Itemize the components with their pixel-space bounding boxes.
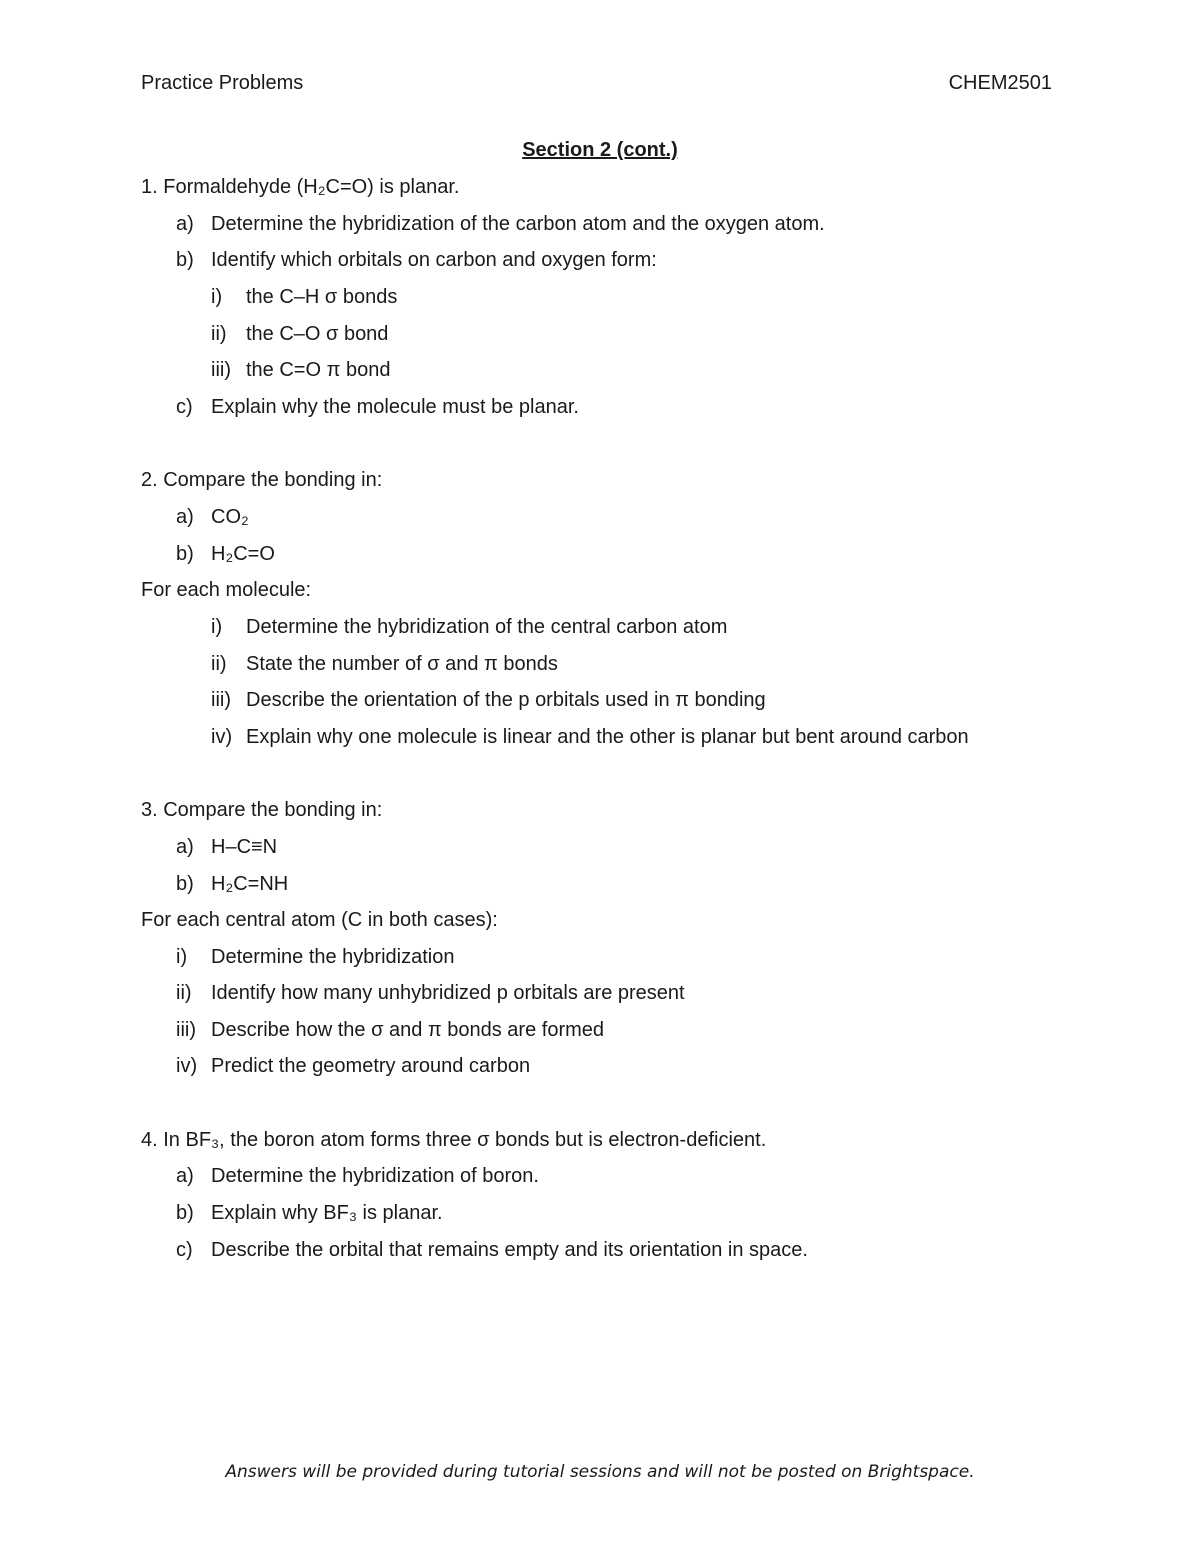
section-title: Section 2 (cont.) (522, 139, 678, 161)
q2-ii-label: ii) (211, 653, 227, 675)
q2-i-label: i) (211, 616, 223, 638)
q1-biii-label: iii) (211, 359, 231, 381)
q2-stem: 2. Compare the bonding in: (141, 469, 383, 491)
q3-i-label: i) (176, 946, 188, 968)
q1-a-text: Determine the hybridization of the carbon atom and the oxygen atom. (211, 213, 825, 235)
q1-b-label: b) (176, 249, 194, 271)
q3-ii-label: ii) (176, 982, 192, 1004)
q3-ii-text: Identify how many unhybridized p orbitals are present (211, 982, 685, 1004)
q1-b-text: Identify which orbitals on carbon and oxygen form: (211, 249, 657, 271)
q4-a-label: a) (176, 1165, 194, 1187)
q3-iii-label: iii) (176, 1019, 196, 1041)
q2-iv-label: iv) (211, 726, 233, 748)
q2-b-label: b) (176, 543, 194, 565)
q2-a-text: CO₂ (211, 506, 249, 528)
q3-b-label: b) (176, 873, 194, 895)
q3-stem: 3. Compare the bonding in: (141, 799, 383, 821)
q4-b-label: b) (176, 1202, 194, 1224)
q1-bii-text: the C–O σ bond (246, 323, 389, 345)
q1-bi-text: the C–H σ bonds (246, 286, 398, 308)
q3-i-text: Determine the hybridization (211, 946, 455, 968)
q3-iii-text: Describe how the σ and π bonds are formed (211, 1019, 605, 1041)
q2-a-label: a) (176, 506, 194, 528)
q3-a-text: H–C≡N (211, 836, 278, 858)
q4-a-text: Determine the hybridization of boron. (211, 1165, 539, 1187)
q2-for-each: For each molecule: (141, 579, 312, 601)
q1-bi-label: i) (211, 286, 223, 308)
q1-c-text: Explain why the molecule must be planar. (211, 396, 579, 418)
q3-for-each: For each central atom (C in both cases): (141, 909, 498, 931)
q2-i-text: Determine the hybridization of the central carbon atom (246, 616, 728, 638)
q4-c-label: c) (176, 1239, 193, 1261)
q2-iii-text: Describe the orientation of the p orbitals used in π bonding (246, 689, 766, 711)
q4-stem: 4. In BF₃, the boron atom forms three σ bonds but is electron-deficient. (141, 1129, 767, 1151)
q1-c-label: c) (176, 396, 193, 418)
footer-note: Answers will be provided during tutorial sessions and will not be posted on Brightspace. (225, 1462, 975, 1482)
q4-c-text: Describe the orbital that remains empty and its orientation in space. (211, 1239, 808, 1261)
q3-iv-label: iv) (176, 1055, 198, 1077)
q1-bii-label: ii) (211, 323, 227, 345)
q1-biii-text: the C=O π bond (246, 359, 391, 381)
q1-stem: 1. Formaldehyde (H₂C=O) is planar. (141, 176, 460, 198)
q4-b-text: Explain why BF₃ is planar. (211, 1202, 443, 1224)
q3-iv-text: Predict the geometry around carbon (211, 1055, 531, 1077)
q3-b-text: H₂C=NH (211, 873, 289, 895)
header-left: Practice Problems (141, 72, 304, 94)
q2-iii-label: iii) (211, 689, 231, 711)
header-right: CHEM2501 (948, 72, 1052, 94)
q2-ii-text: State the number of σ and π bonds (246, 653, 558, 675)
q2-b-text: H₂C=O (211, 543, 275, 565)
q1-a-label: a) (176, 213, 194, 235)
q3-a-label: a) (176, 836, 194, 858)
q2-iv-text: Explain why one molecule is linear and the other is planar but bent around carbon (246, 726, 969, 748)
